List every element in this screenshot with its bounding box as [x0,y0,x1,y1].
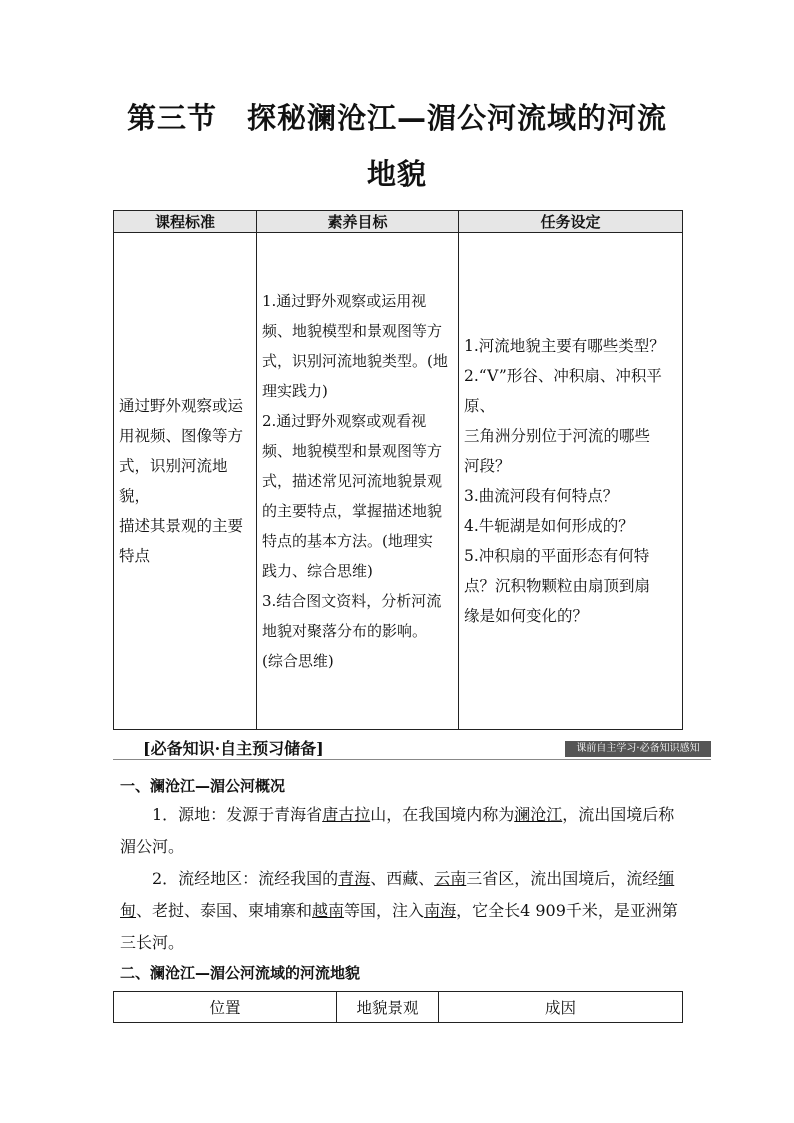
goal-line: 地貌对聚落分布的影响。 [262,622,428,640]
goal-line: 式，描述常见河流地貌景观 [262,472,443,490]
text: 三省区，流出国境后，流经 [466,869,659,888]
header-cause: 成因 [439,992,683,1023]
goal-line: 频、地貌模型和景观图等方 [262,442,443,460]
task-line: 点？沉积物颗粒由扇顶到扇 [464,577,651,595]
text: ，它全长4 909千米，是亚洲第三长河。 [120,901,678,952]
goal-line: 1.通过野外观察或运用视 [262,292,427,310]
text: 山，在我国境内称为 [370,805,515,824]
knowledge-banner [113,735,711,761]
goal-line: 2.通过野外观察或观看视 [262,412,427,430]
goal-line: 的主要特点，掌握描述地貌 [262,502,443,520]
text: 2．流经地区：流经我国的 [152,869,339,888]
goal-line: 践力、综合思维) [262,562,373,580]
task-line: 缘是如何变化的？ [464,607,589,625]
goal-line: 理实践力) [262,382,328,400]
standard-line: 用视频、图像等方 [119,427,244,445]
tasks-cell [459,233,683,730]
answer-blank: 南海 [424,901,457,920]
task-line: 5.冲积扇的平面形态有何特 [464,547,650,565]
task-line: 3.曲流河段有何特点？ [464,487,619,505]
text: 等国，注入 [344,901,425,920]
answer-blank: 缅甸 [120,869,675,920]
page-title-continued: 地貌 [366,157,427,191]
goal-line: 式，识别河流地貌类型。(地 [262,352,448,370]
standard-line: 特点 [119,547,151,565]
paragraph-source [120,799,680,863]
task-line: 河段？ [464,457,511,475]
banner-title: [必备知识·自主预习储备] [143,739,324,758]
answer-blank: 越南 [312,901,345,920]
landform-header-row [114,992,683,1023]
text: 、老挝、泰国、柬埔寨和 [136,901,313,920]
section-heading-overview: 一、澜沧江—湄公河概况 [120,777,286,795]
standards-body-row [114,233,683,730]
page-title: 第三节 探秘澜沧江—湄公河流域的河流 [126,101,667,135]
standards-header-row [114,211,683,233]
banner-tag: 课前自主学习·必备知识感知 [565,741,711,757]
header-position: 位置 [114,992,337,1023]
standard-line: 通过野外观察或运 [119,397,244,415]
header-tasks: 任务设定 [459,211,683,233]
task-line: 三角洲分别位于河流的哪些 [464,427,651,445]
answer-blank: 云南 [434,869,467,888]
answer-blank: 青海 [338,869,371,888]
goal-line: 3.结合图文资料，分析河流 [262,592,442,610]
answer-blank: 澜沧江 [514,805,563,824]
text: 1．源地：发源于青海省 [152,805,323,824]
header-standard: 课程标准 [114,211,257,233]
paragraph-regions [120,863,680,959]
banner-divider [113,759,711,760]
text: ，流出国境后称湄公河。 [120,805,675,856]
task-line: 2.“V”形谷、冲积扇、冲积平原、 [464,367,662,415]
goal-line: (综合思维) [262,652,334,670]
goals-cell [257,233,459,730]
standard-line: 式，识别河流地貌， [119,457,228,505]
header-landscape: 地貌景观 [337,992,439,1023]
task-line: 4.牛轭湖是如何形成的？ [464,517,634,535]
standard-cell [114,233,257,730]
text: 、西藏、 [370,869,435,888]
landform-table [113,991,683,1023]
goal-line: 频、地貌模型和景观图等方 [262,322,443,340]
answer-blank: 唐古拉 [322,805,371,824]
header-goals: 素养目标 [257,211,459,233]
standards-table [113,210,683,730]
task-line: 1.河流地貌主要有哪些类型？ [464,337,665,355]
goal-line: 特点的基本方法。(地理实 [262,532,433,550]
section-heading-landforms: 二、澜沧江—湄公河流域的河流地貌 [120,964,361,982]
standard-line: 描述其景观的主要 [119,517,244,535]
